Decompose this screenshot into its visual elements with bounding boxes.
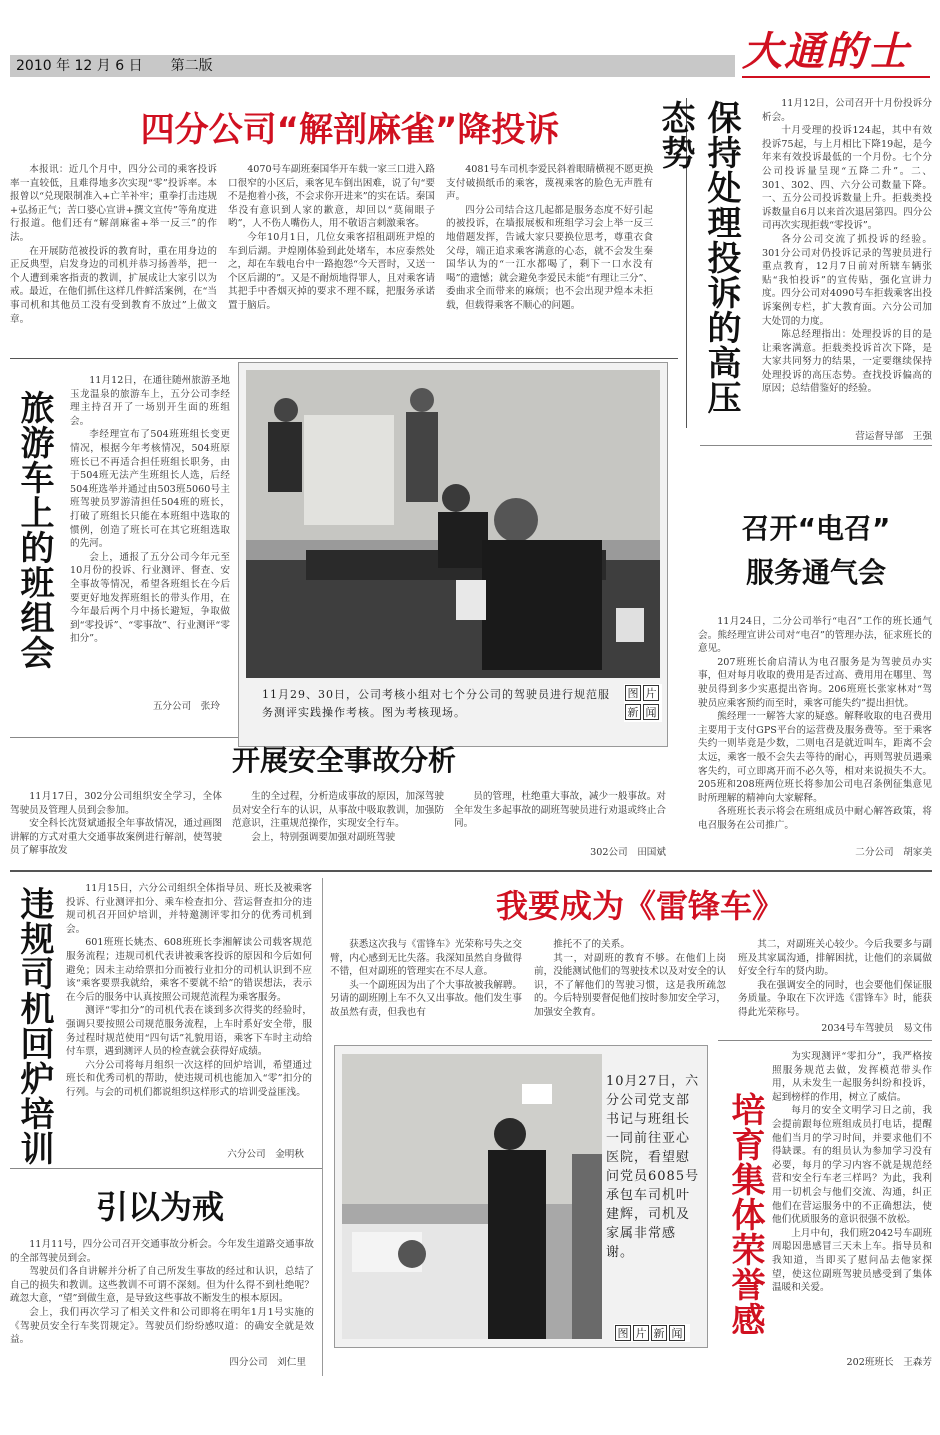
paragraph: 头一个副班因为出了个大事故被我解聘。另请的副班刚上车不久又出事故。他们发生事故虽然有责，但我也有 bbox=[330, 979, 522, 1018]
electric-call-signature: 二分公司 胡家美 bbox=[855, 847, 932, 858]
stamp-char: 图 bbox=[625, 685, 641, 701]
paragraph: 熊经理一一解答大家的疑惑。解释收取的电召费用主要用于支付GPS平台的运营费及服务费等。至于乘客失约一则毕竟是少数，二则电召是就近叫车，距离不会太远，乘客一般不会失去等待的耐心，再则驾驶员遇乘客失约，可立即离开而不必久等，相对来说损失不大。205班和208班两位班长将参加公司电召条例征集意见时所理解的精神向大家解释。 bbox=[698, 711, 932, 804]
section-divider bbox=[718, 1040, 932, 1041]
collective-title: 培育集体荣誉感 bbox=[725, 1092, 765, 1337]
paragraph: 员的管理，杜绝重大事故，减少一般事故。对全年发生多起事故的副班驾驶员进行劝退或终止合同。 bbox=[454, 791, 666, 830]
paragraph: 驾驶员们各自讲解并分析了自己所发生事故的经过和认识，总结了自己的损失和教训。这些教训不可谓不深刻。但为什么得不到杜绝呢？疏忽大意，“望”到做生意，是导致这些事故不断发生的根本原因。 bbox=[10, 1266, 314, 1305]
photo2-caption: 10月27日，六分公司党支部书记与班组长一同前往亚心医院，看望慰问党员6085号承包车司机叶建辉，司机及家属非常感谢。 bbox=[606, 1074, 700, 1260]
stamp-char: 闻 bbox=[643, 704, 659, 720]
paragraph: 会上，我们再次学习了相关文件和公司即将在明年1月1号实施的《驾驶员安全行车奖罚规定》。驾驶员们纷纷感叹道：的确安全就是效益。 bbox=[10, 1306, 314, 1346]
photo-news-stamp bbox=[614, 1324, 690, 1342]
stamp-char: 片 bbox=[633, 1325, 649, 1341]
safety-col3 bbox=[454, 790, 666, 840]
paragraph: 李经理宣布了504班班组长变更情况，根据今年考核情况，504班原班长已不再适合担任班组长职务，由于504班无法产生班组长人选，后经504班选举并通过由503班5060号主班驾驶员罗游清担任504班的班长，打破了班组长只能在本班组中选取的惯例，创造了班长可在其它班组选取的先河。 bbox=[70, 429, 230, 550]
paragraph: 4081号车司机李爱民斜着眼睛横视不愿更换支付破损纸币的乘客，蔑视乘客的脸色无声胜有声。 bbox=[446, 164, 653, 203]
photo1-caption: 11月29、30日，公司考核小组对七个分公司的驾驶员进行规范服务测评实践操作考核。图为考核现场。 bbox=[262, 688, 610, 719]
lesson-title: 引以为戒 bbox=[95, 1188, 224, 1226]
leifeng-col1 bbox=[330, 938, 522, 1038]
paragraph: 六分公司将每月组织一次这样的回炉培训，希望通过班长和优秀司机的帮助，使违规司机也能加入“零”扣分的行列。与会的司机们都说组织这样形式的培训受益匪浅。 bbox=[66, 1059, 312, 1098]
tour-bus-title: 旅游车上的班组会 bbox=[14, 390, 54, 670]
tour-bus-body bbox=[70, 374, 230, 692]
leifeng-col3 bbox=[738, 938, 932, 1018]
paragraph: 本报讯：近几个月中，四分公司的乘客投诉率一直较低，且难得地多次实现“零”投诉率。本报曾以“兑现限制准入+亡羊补牢；重拳打击违规+弘扬正气；苦口婆心宣讲+撰文宣传”等角度进行报道。他们还有“解剖麻雀+举一反三”的作法。 bbox=[10, 164, 217, 243]
leifeng-title: 我要成为《雷锋车》 bbox=[495, 887, 784, 925]
paragraph: 十月受理的投诉124起，其中有效投诉75起，与上月相比下降19起，是今年来有效投诉最低的一个月份。七个分公司投诉量呈现“五降二升”。二、301、302、四、六分公司数量下降。一、五分公司投诉数量上升。拒载类投诉数量自6月以来首次退居第四。四分公司再次实现拒载“零投诉”。 bbox=[762, 125, 932, 232]
paragraph: 11月17日，302分公司组织安全学习，全体驾驶员及管理人员到会参加。 bbox=[10, 791, 222, 816]
collective-body bbox=[772, 1050, 932, 1346]
paragraph: 会上，通报了五分公司今年元至10月份的投诉、行业测评、督查、安全事故等情况，希望各班组长在今后要更好地发挥班组长的带头作用，在今年最后两个月中扬长避短，争取做到“零投诉”、“零事故”、行业测评“零扣分”。 bbox=[70, 551, 230, 645]
stamp-char: 图 bbox=[615, 1325, 631, 1341]
high-pressure-signature: 营运督导部 王强 bbox=[855, 431, 932, 442]
paragraph: 推托不了的关系。 bbox=[553, 939, 630, 950]
lesson-signature: 四分公司 刘仁里 bbox=[229, 1357, 306, 1368]
high-pressure-body bbox=[762, 97, 932, 425]
paragraph: 为实现测评“零扣分”，我严格按照服务规范去做，发挥模范带头作用，从未发生一起服务纠纷和投诉，起到榜样的作用，树立了威信。 bbox=[772, 1051, 932, 1103]
main-article-title: 四分公司“解剖麻雀”降投诉 bbox=[140, 110, 560, 150]
paragraph: 11月24日，二分公司举行“电召”工作的班长通气会。熊经理宣讲公司对“电召”的管理办法，征求班长的意见。 bbox=[698, 616, 932, 655]
stamp-char: 新 bbox=[625, 704, 641, 720]
column-divider bbox=[322, 878, 323, 1376]
paragraph: 安全科长沈贤斌通报全年事故情况，通过画图讲解的方式对重大交通事故案例进行解剖，使驾驶员了解事故发 bbox=[10, 818, 222, 857]
paragraph: 11月12日，公司召开十月份投诉分析会。 bbox=[762, 98, 932, 123]
leifeng-signature: 2034号车驾驶员 易文伟 bbox=[821, 1023, 932, 1034]
paragraph: 各班班长表示将会在班组成员中耐心解答政策，将电召服务在公司推广。 bbox=[698, 806, 932, 831]
date-edition: 2010 年 12 月 6 日 第二版 bbox=[16, 58, 213, 74]
lesson-body bbox=[10, 1238, 314, 1350]
stamp-char: 片 bbox=[643, 685, 659, 701]
main-article-col2 bbox=[228, 163, 435, 353]
electric-call-title-line1: 召开“电召” bbox=[741, 512, 891, 545]
paragraph: 陈总经理指出：处理投诉的目的是让乘客满意。拒载类投诉首次下降，是大家共同努力的结果，一定要继续保持处理投诉的高压态势。查找投诉偏高的原因；总结借鉴好的经验。 bbox=[762, 329, 932, 395]
paragraph: 11月12日，在通往随州旅游圣地玉龙温泉的旅游车上，五分公司李经理主持召开了一场别开生面的班组会。 bbox=[70, 375, 230, 427]
stamp-char: 新 bbox=[651, 1325, 667, 1341]
paragraph: 今年10月1日，几位女乘客招租副班尹煌的车到后湖。尹煌刚体验到此处堵车，本应泰然处之，却在车载电台中一路抱怨“今天晋时，又送一个区后湖的”。又是不耐烦地得罪人，且对乘客请其把手中香烟灭掉的要求不理不睬，把服务承诺置于脑后。 bbox=[228, 231, 435, 311]
paragraph: 其二，对副班关心较少。今后我要多与副班及其家属沟通，排解困扰，让他们的亲属做好安全行车的贤内助。 bbox=[738, 939, 932, 978]
section-divider bbox=[700, 445, 932, 446]
section-divider bbox=[10, 737, 238, 738]
paragraph: 207班班长俞启清认为电召服务是为驾驶员办实事，但对每月收取的费用是否过高、费用用在哪里、驾驶员得到多少实惠提出咨询。206班班长张家林对“驾驶员应乘客预约而至时，乘客可能失约”提出担忧。 bbox=[698, 656, 932, 709]
leifeng-col2 bbox=[534, 938, 726, 1038]
safety-col2 bbox=[232, 790, 444, 870]
hospital-photo bbox=[342, 1054, 602, 1339]
electric-call-body bbox=[698, 615, 932, 837]
stamp-char: 闻 bbox=[669, 1325, 685, 1341]
section-divider bbox=[10, 1168, 322, 1169]
paragraph: 生的全过程，分析造成事故的原因，加深驾驶员对安全行车的认识，从事故中吸取教训，加强防范意识，注重规范操作，实现安全行车。 bbox=[232, 791, 444, 830]
paragraph: 4070号车副班秦国华开车载一家三口进入路口很窄的小区后，乘客见车倒出困难，说了句“要不是抱着小孩，不会求你开进来”的实在话。秦国华没有意识到人家的歉意，却回以“莫闹眼子哟”，人不伤人嘴伤人，用不敬语言刺激乘客。 bbox=[228, 164, 435, 230]
paragraph: 11月11号，四分公司召开交通事故分析会。今年发生道路交通事故的全部驾驶员到会。 bbox=[10, 1239, 314, 1264]
paragraph: 获悉这次我与《雷锋车》光荣称号失之交臂，内心感到无比失落。我深知虽然自身做得不错，但对副班的管理实在不尽人意。 bbox=[330, 939, 522, 978]
collective-signature: 202班班长 王森芳 bbox=[846, 1357, 932, 1368]
paragraph: 11月15日，六分公司组织全体指导员、班长及被乘客投诉、行业测评扣分、乘车检查扣分、营运督查扣分的违规司机召开回炉培训，并特邀测评零扣分的优秀司机到会。 bbox=[66, 883, 312, 935]
paragraph: 上月中旬，我们班2042号车副班周聪因患感冒三天未上车。指导员和我知道，当即买了慰问品去他家探望，使这位副班驾驶员感受到了集体温暖和关爱。 bbox=[772, 1227, 932, 1294]
masthead-underline bbox=[742, 76, 930, 78]
retrain-title: 违规司机回炉培训 bbox=[14, 886, 54, 1166]
retrain-signature: 六分公司 金明秋 bbox=[227, 1149, 304, 1160]
main-article-col3 bbox=[446, 163, 653, 353]
safety-title: 开展安全事故分析 bbox=[231, 744, 456, 777]
paragraph: 在开展防范被投诉的教育时，重在用身边的正反典型，启发身边的司机并恭习扬善举，把一个人遭到乘客指责的教训，扩展成让大家引以为戒。最近，在他们抓住这样几件鲜活案例，在“当事司机和其他员工没有受到教育不放过”上做文章。 bbox=[10, 245, 217, 325]
section-divider bbox=[10, 870, 932, 872]
safety-col1 bbox=[10, 790, 222, 870]
brand-logo: 大通的士 bbox=[742, 28, 910, 75]
paragraph: 其一，对副班的教育不够。在他们上岗前，没能测试他们的驾驶技术以及对安全的认识，不了解他们的驾驶习惯，这是我所疏忽的。今后特别要督促他们按时参加安全学习，加强安全教育。 bbox=[534, 952, 726, 1018]
exam-photo bbox=[246, 370, 660, 678]
paragraph: 601班班长姚杰、608班班长李湘解读公司载客规范服务流程；违规司机代表讲被乘客投诉的原因和今后如何避免；因未主动给票扣分而被行业扣分的司机认识到不应该“乘客要票我就给，乘客不要就不给”的错误想法，表示在今后的服务中认真按照公司规范流程为乘客服务。 bbox=[66, 937, 312, 1003]
paragraph: 每月的安全文明学习日之前，我会提前跟每位班组成员打电话，提醒他们当月的学习时间，并要求他们不得缺课。有的组员认为参加学习没有必要，每月的学习内容不就是规范经营和安全行车老三样吗？为此，我利用一切机会与他们交流、沟通，纠正他们在营运服务中的不正确想法，使他们优质服务的意识很强不放松。 bbox=[772, 1105, 932, 1226]
electric-call-title-line2: 服务通气会 bbox=[745, 556, 886, 589]
paragraph: 各分公司交流了抓投诉的经验。301分公司对仍投诉记录的驾驶员进行重点教育，12月7日前对所辖车辆张贴“我怕投诉”的宣传贴，强化宣讲力度。四分公司对4090号车拒载乘客出投诉案例专栏，扩大教育面。六分公司加大处罚的力度。 bbox=[762, 233, 932, 327]
paragraph: 我在强调安全的同时，也会要他们保证服务质量。争取在下次评选《雷锋车》时，能获得此光荣称号。 bbox=[738, 979, 932, 1018]
paragraph: 会上，特别强调要加强对副班驾驶 bbox=[251, 831, 396, 843]
photo-news-stamp bbox=[624, 684, 662, 722]
tour-bus-signature: 五分公司 张玲 bbox=[152, 701, 220, 712]
paragraph: 测评“零扣分”的司机代表在谈到多次得奖的经验时，强调只要按照公司规范服务流程，上车时系好安全带，服务过程时规范使用“四句话”礼貌用语，乘客下车时主动给付车票，遇到测评人员的检查就会获得好成绩。 bbox=[66, 1005, 312, 1058]
section-divider bbox=[10, 358, 678, 359]
paragraph: 四分公司结合这几起都是服务态度不好引起的被投诉，在墙报展板和班组学习会上举一反三地借题发挥，告诫大家只要换位思考，尊重衣食父母，端正追求乘客满意的心态，就不会发生秦国华认为的“一江水都喝了，剩下一口水没有喝”的遗憾；就会避免李爱民未能“有理让三分”、委曲求全而带来的麻烦；也不会出现尹煌本未拒载，但载得乘客不顺心的问题。 bbox=[446, 204, 653, 311]
retrain-body bbox=[66, 882, 312, 1144]
hospital-photo-image bbox=[342, 1054, 602, 1339]
safety-signature: 302公司 田国斌 bbox=[590, 847, 666, 858]
main-article-col1 bbox=[10, 163, 217, 353]
exam-photo-image bbox=[246, 370, 660, 678]
high-pressure-title: 保持处理投诉的高压态势 bbox=[655, 100, 741, 415]
